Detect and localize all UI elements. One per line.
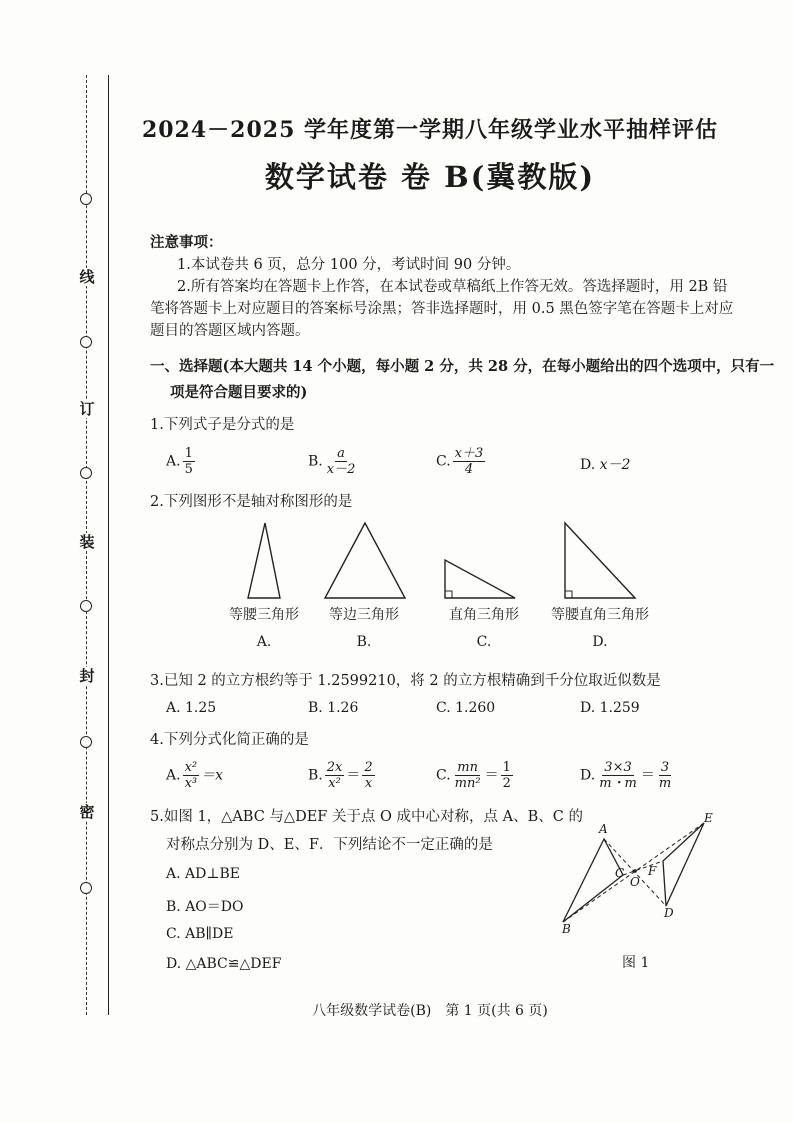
section-heading-cont: 项是符合题目要求的) — [170, 384, 308, 401]
notes-item-2-cont: 题目的答题区域内答题。 — [150, 323, 310, 339]
binding-char: 封 — [79, 667, 95, 685]
q1-option-a: A. $\frac{1}{5}$ — [166, 446, 193, 477]
q4-option-c: C. $\frac{mn}{\text{mn²}}$ ＝ $\frac{1}{2}$ — [436, 760, 511, 791]
binding-char: 装 — [79, 533, 95, 551]
q5-option-b: B. AO＝DO — [166, 899, 244, 915]
notes-item-1: 1.本试卷共 6 页，总分 100 分，考试时间 90 分钟。 — [177, 257, 521, 273]
notes-item-2: 2.所有答案均在答题卡上作答，在本试卷或草稿纸上作答无效。答选择题时，用 2B 铅 — [177, 279, 728, 295]
q5-figure — [555, 815, 725, 935]
q5-option-a: A. AD⊥BE — [166, 866, 241, 882]
exam-subtitle: 数学试卷 卷 B(冀教版) — [264, 160, 596, 194]
question-4-stem: 4.下列分式化简正确的是 — [150, 732, 309, 748]
question-3-stem: 3.已知 2 的立方根约等于 1.2599210，将 2 的立方根精确到千分位取近似数是 — [150, 673, 661, 689]
right-triangle — [445, 560, 515, 598]
q3-option-c: C. 1.260 — [436, 700, 496, 716]
binding-hole — [80, 467, 92, 479]
notes-item-2-cont: 笔将答题卡上对应题目的答案标号涂黑；答非选择题时，用 0.5 黑色签字笔在答题卡上对应 — [150, 301, 734, 317]
section-heading: 一、选择题(本大题共 14 个小题，每小题 2 分，共 28 分，在每小题给出的四个选项中，只有一 — [150, 358, 775, 375]
fig-point-label: B — [562, 922, 571, 936]
q2-caption-c: 直角三角形 — [449, 607, 519, 623]
q1-option-d: D. x－2 — [580, 457, 631, 473]
q3-option-a: A. 1.25 — [166, 700, 217, 716]
question-5-stem: 5.如图 1，△ABC 与△DEF 关于点 O 成中心对称，点 A、B、C 的 — [150, 809, 583, 825]
q5-option-d: D. △ABC≌△DEF — [166, 956, 282, 972]
fig-point-label: O — [630, 875, 640, 889]
q2-caption-d: 等腰直角三角形 — [551, 607, 649, 623]
notes-heading: 注意事项： — [150, 234, 223, 251]
binding-hole — [80, 736, 92, 748]
q5-option-c: C. AB∥DE — [166, 926, 234, 942]
fig-point-label: A — [599, 822, 608, 836]
binding-hole — [80, 600, 92, 612]
q4-option-d: D. $\frac{3\times 3}{m・m}$ ＝ $\frac{3}{m}$ — [580, 760, 672, 791]
q2-option-d: D. — [592, 634, 608, 650]
equilateral-triangle — [325, 523, 405, 598]
fig-point-label: F — [648, 864, 657, 878]
binding-solid-line — [108, 75, 109, 1015]
fig-point-label: D — [664, 906, 674, 920]
binding-char: 订 — [79, 400, 95, 418]
binding-char: 线 — [79, 268, 95, 286]
q4-option-a: A. $\frac{\text{x²}}{\text{x³}}$ ＝x — [166, 760, 224, 791]
q4-option-b: B. $\frac{2x}{\text{x²}}$ ＝ $\frac{2}{x}$ — [308, 760, 373, 791]
fig-point-label: E — [704, 811, 713, 825]
question-2-stem: 2.下列图形不是轴对称图形的是 — [150, 494, 353, 510]
q2-caption-b: 等边三角形 — [329, 607, 399, 623]
fig-point-label: C — [615, 866, 625, 880]
q2-option-b: B. — [356, 634, 372, 650]
q1-option-c: C. $\frac{x+3}{4}$ — [436, 446, 484, 477]
question-1-stem: 1.下列式子是分式的是 — [150, 417, 295, 433]
isosceles-right-triangle — [565, 523, 635, 598]
q1-option-b: B. $\frac{a}{x-2}$ — [308, 446, 356, 477]
binding-hole — [80, 882, 92, 894]
q2-option-a: A. — [256, 634, 272, 650]
q2-caption-a: 等腰三角形 — [229, 607, 299, 623]
binding-char: 密 — [79, 803, 95, 821]
isosceles-triangle — [248, 523, 280, 598]
q3-option-d: D. 1.259 — [580, 700, 640, 716]
binding-hole — [80, 193, 92, 205]
figure-caption: 图 1 — [622, 955, 650, 971]
question-5-stem-cont: 对称点分别为 D、E、F．下列结论不一定正确的是 — [166, 837, 493, 853]
page-footer: 八年级数学试卷(B) 第 1 页(共 6 页) — [312, 1003, 548, 1019]
q2-option-c: C. — [476, 634, 492, 650]
q2-triangles-figure — [225, 520, 665, 602]
exam-title: 2024－2025 学年度第一学期八年级学业水平抽样评估 — [141, 117, 719, 143]
binding-hole — [80, 336, 92, 348]
q3-option-b: B. 1.26 — [308, 700, 359, 716]
